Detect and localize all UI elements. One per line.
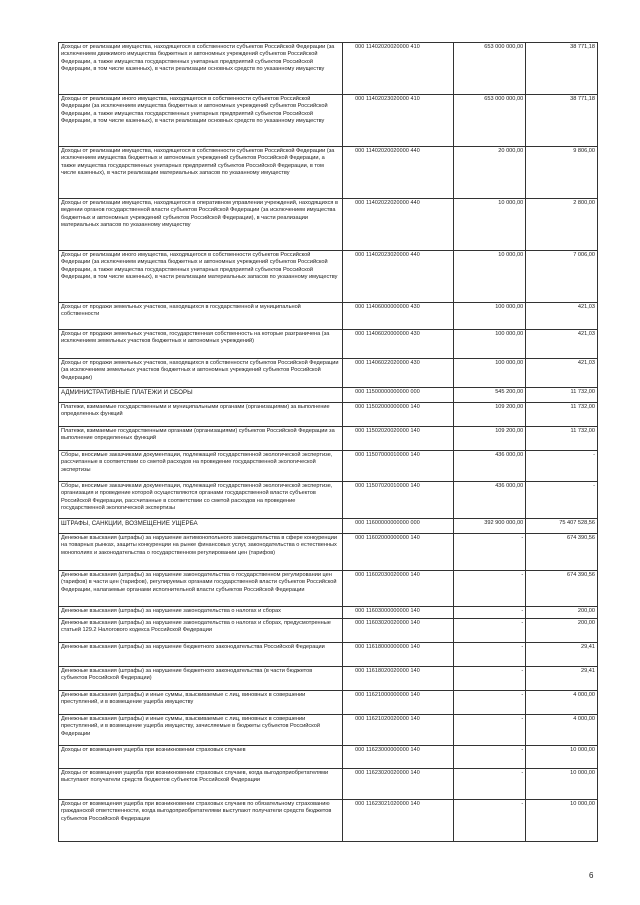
row-code-cell: 000 11623021020000 140 xyxy=(343,800,454,842)
row-plan-cell: - xyxy=(454,667,526,691)
table-row xyxy=(59,715,598,746)
row-fact-cell: 10 000,00 xyxy=(526,800,598,842)
table-row xyxy=(59,95,598,147)
row-plan-cell: 109 200,00 xyxy=(454,403,526,427)
table-row xyxy=(59,619,598,643)
row-name-cell: Денежные взыскания (штрафы) и иные суммы, взыскиваемые с лиц, виновных в совершении преступлений, и в возмещение ущерба имуществу, зачисляемые в бюджеты субъектов Российской Федерации xyxy=(59,715,343,746)
row-name-cell: Доходы от возмещения ущерба при возникновении страховых случаев xyxy=(59,746,343,769)
row-fact-cell: 11 732,00 xyxy=(526,388,598,403)
table-row xyxy=(59,643,598,667)
row-name-cell: Денежные взыскания (штрафы) за нарушение бюджетного законодательства (в части бюджетов субъектов Российской Федерации) xyxy=(59,667,343,691)
row-fact-cell: 10 000,00 xyxy=(526,746,598,769)
row-plan-cell: - xyxy=(454,534,526,571)
table-row xyxy=(59,403,598,427)
row-fact-cell: 29,41 xyxy=(526,667,598,691)
row-code-cell: 000 11600000000000 000 xyxy=(343,519,454,534)
row-name-cell: Платежи, взимаемые государственными и муниципальными органами (организациями) за выполнение определенных функций xyxy=(59,403,343,427)
row-plan-cell: 10 000,00 xyxy=(454,251,526,303)
row-code-cell: 000 11507000010000 140 xyxy=(343,451,454,482)
row-plan-cell: 436 000,00 xyxy=(454,482,526,519)
row-code-cell: 000 11406022020000 430 xyxy=(343,359,454,388)
row-plan-cell: 109 200,00 xyxy=(454,427,526,451)
row-plan-cell: - xyxy=(454,800,526,842)
table-row xyxy=(59,451,598,482)
row-fact-cell: 9 806,00 xyxy=(526,147,598,199)
row-fact-cell: 4 000,00 xyxy=(526,715,598,746)
row-code-cell: 000 11507020010000 140 xyxy=(343,482,454,519)
table-row xyxy=(59,534,598,571)
row-plan-cell: 436 000,00 xyxy=(454,451,526,482)
row-plan-cell: 653 000 000,00 xyxy=(454,43,526,95)
row-fact-cell: 200,00 xyxy=(526,619,598,643)
table-row xyxy=(59,519,598,534)
row-code-cell: 000 11623020020000 140 xyxy=(343,769,454,800)
row-name-cell: Денежные взыскания (штрафы) за нарушение законодательства о государственном регулировании цен (тарифов) в части цен (тарифов), регулируемых органами государственной власти субъектов Российской Федерации, налагаемые органами исполнительной власти субъектов Российской Федерации xyxy=(59,571,343,607)
row-fact-cell: 421,03 xyxy=(526,303,598,330)
revenue-table-body xyxy=(59,43,598,842)
row-code-cell: 000 11502000000000 140 xyxy=(343,403,454,427)
row-fact-cell: 11 732,00 xyxy=(526,427,598,451)
row-fact-cell: 10 000,00 xyxy=(526,769,598,800)
table-row xyxy=(59,147,598,199)
row-name-cell: Доходы от возмещения ущерба при возникновении страховых случаев по обязательному страхованию гражданской ответственности, когда выгодоприобретателями выступают получатели средств бюджетов субъектов Российской Федерации xyxy=(59,800,343,842)
table-row xyxy=(59,330,598,359)
row-code-cell: 000 11603020020000 140 xyxy=(343,619,454,643)
row-plan-cell: 100 000,00 xyxy=(454,359,526,388)
table-row xyxy=(59,607,598,619)
table-row xyxy=(59,43,598,95)
row-name-cell: Доходы от реализации имущества, находящегося в собственности субъектов Российской Федерации (за исключением имущества бюджетных и автономных учреждений субъектов Российской Федерации, а также имущества государственных унитарных предприятий субъектов Российской Федерации, в том числе казенных), в части реализации материальных запасов по указанному имуществу xyxy=(59,147,343,199)
row-fact-cell: - xyxy=(526,451,598,482)
table-row xyxy=(59,800,598,842)
row-fact-cell: 75 407 528,56 xyxy=(526,519,598,534)
row-code-cell: 000 11402020020000 410 xyxy=(343,43,454,95)
row-name-cell: Денежные взыскания (штрафы) за нарушение законодательства о налогах и сборах, предусмотренные статьей 129.2 Налогового кодекса Российской Федерации xyxy=(59,619,343,643)
row-fact-cell: 200,00 xyxy=(526,607,598,619)
row-plan-cell: - xyxy=(454,691,526,715)
row-plan-cell: - xyxy=(454,571,526,607)
table-row xyxy=(59,667,598,691)
row-code-cell: 000 11402023020000 410 xyxy=(343,95,454,147)
row-plan-cell: 545 200,00 xyxy=(454,388,526,403)
row-plan-cell: - xyxy=(454,607,526,619)
row-code-cell: 000 11621000000000 140 xyxy=(343,691,454,715)
row-code-cell: 000 11502020020000 140 xyxy=(343,427,454,451)
table-row xyxy=(59,251,598,303)
row-code-cell: 000 11602030020000 140 xyxy=(343,571,454,607)
row-name-cell: Денежные взыскания (штрафы) за нарушение законодательства о налогах и сборах xyxy=(59,607,343,619)
row-plan-cell: 100 000,00 xyxy=(454,303,526,330)
table-row xyxy=(59,482,598,519)
table-row xyxy=(59,571,598,607)
row-fact-cell: 421,03 xyxy=(526,330,598,359)
row-name-cell: Доходы от возмещения ущерба при возникновении страховых случаев, когда выгодоприобретателями выступают получатели средств бюджетов субъектов Российской Федерации xyxy=(59,769,343,800)
table-row xyxy=(59,691,598,715)
row-code-cell: 000 11603000000000 140 xyxy=(343,607,454,619)
page-number: 6 xyxy=(589,871,594,880)
row-fact-cell: 674 390,56 xyxy=(526,571,598,607)
row-code-cell: 000 11618020020000 140 xyxy=(343,667,454,691)
row-name-cell: Доходы от реализации имущества, находящегося в оперативном управлении учреждений, находящихся в ведении органов государственной власти субъектов Российской Федерации (за исключением имущества бюджетных и автономных учреждений субъектов Российской Федерации), в части реализации материальных запасов по указанному имуществу xyxy=(59,199,343,251)
row-code-cell: 000 11406000000000 430 xyxy=(343,303,454,330)
row-code-cell: 000 11402023020000 440 xyxy=(343,251,454,303)
table-row xyxy=(59,746,598,769)
row-plan-cell: - xyxy=(454,643,526,667)
row-name-cell: Доходы от реализации иного имущества, находящегося в собственности субъектов Российской Федерации (за исключением имущества бюджетных и автономных учреждений субъектов Российской Федерации, а также имущества государственных унитарных предприятий субъектов Российской Федерации, в том числе казенных), в части реализации основных средств по указанному имуществу xyxy=(59,95,343,147)
row-fact-cell: 11 732,00 xyxy=(526,403,598,427)
row-plan-cell: - xyxy=(454,715,526,746)
row-plan-cell: - xyxy=(454,619,526,643)
revenue-table xyxy=(58,42,598,842)
row-fact-cell: 421,03 xyxy=(526,359,598,388)
table-row xyxy=(59,769,598,800)
row-code-cell: 000 11402020020000 440 xyxy=(343,147,454,199)
row-name-cell: Денежные взыскания (штрафы) и иные суммы, взыскиваемые с лиц, виновных в совершении преступлений, и в возмещение ущерба имуществу xyxy=(59,691,343,715)
row-code-cell: 000 11602000000000 140 xyxy=(343,534,454,571)
row-fact-cell: 29,41 xyxy=(526,643,598,667)
row-name-cell: Денежные взыскания (штрафы) за нарушение антимонопольного законодательства в сфере конкуренции на товарных рынках, защиты конкуренции на рынке финансовых услуг, законодательства о естественных монополиях и законодательства о государственном регулировании цен (тарифов) xyxy=(59,534,343,571)
row-plan-cell: 392 900 000,00 xyxy=(454,519,526,534)
row-fact-cell: - xyxy=(526,482,598,519)
row-name-cell: АДМИНИСТРАТИВНЫЕ ПЛАТЕЖИ И СБОРЫ xyxy=(59,388,343,403)
row-plan-cell: 100 000,00 xyxy=(454,330,526,359)
table-row xyxy=(59,359,598,388)
row-plan-cell: - xyxy=(454,769,526,800)
row-code-cell: 000 11500000000000 000 xyxy=(343,388,454,403)
row-plan-cell: - xyxy=(454,746,526,769)
row-code-cell: 000 11406020000000 430 xyxy=(343,330,454,359)
row-name-cell: Доходы от продажи земельных участков, государственная собственность на которые разграничена (за исключением земельных участков бюджетных и автономных учреждений) xyxy=(59,330,343,359)
row-plan-cell: 10 000,00 xyxy=(454,199,526,251)
row-code-cell: 000 11618000000000 140 xyxy=(343,643,454,667)
row-code-cell: 000 11621020020000 140 xyxy=(343,715,454,746)
row-fact-cell: 38 771,18 xyxy=(526,95,598,147)
row-plan-cell: 20 000,00 xyxy=(454,147,526,199)
row-name-cell: Денежные взыскания (штрафы) за нарушение бюджетного законодательства Российской Федерации xyxy=(59,643,343,667)
row-fact-cell: 38 771,18 xyxy=(526,43,598,95)
row-name-cell: Доходы от продажи земельных участков, находящихся в государственной и муниципальной собственности xyxy=(59,303,343,330)
row-plan-cell: 653 000 000,00 xyxy=(454,95,526,147)
table-row xyxy=(59,388,598,403)
row-fact-cell: 4 000,00 xyxy=(526,691,598,715)
table-row xyxy=(59,427,598,451)
row-code-cell: 000 11402022020000 440 xyxy=(343,199,454,251)
row-name-cell: Доходы от реализации иного имущества, находящегося в собственности субъектов Российской Федерации (за исключением имущества бюджетных и автономных учреждений субъектов Российской Федерации, а также имущества государственных унитарных предприятий субъектов Российской Федерации, в том числе казенных), в части реализации материальных запасов по указанному имуществу xyxy=(59,251,343,303)
table-row xyxy=(59,303,598,330)
row-name-cell: ШТРАФЫ, САНКЦИИ, ВОЗМЕЩЕНИЕ УЩЕРБА xyxy=(59,519,343,534)
row-fact-cell: 674 390,56 xyxy=(526,534,598,571)
row-name-cell: Сборы, вносимые заказчиками документации, подлежащей государственной экологической экспертизе, организация и проведение которой осуществляются органами государственной власти субъектов Российской Федерации, рассчитанные в соответствии со сметой расходов на проведение государственной экологической экспертизы xyxy=(59,482,343,519)
row-name-cell: Доходы от продажи земельных участков, находящихся в собственности субъектов Российской Федерации (за исключением земельных участков бюджетных и автономных учреждений субъектов Российской Федерации) xyxy=(59,359,343,388)
row-fact-cell: 2 800,00 xyxy=(526,199,598,251)
row-name-cell: Доходы от реализации имущества, находящегося в собственности субъектов Российской Федерации (за исключением движимого имущества бюджетных и автономных учреждений субъектов Российской Федерации, а также имущества государственных унитарных предприятий субъектов Российской Федерации, в том числе казенных), в части реализации основных средств по указанному имуществу xyxy=(59,43,343,95)
row-name-cell: Сборы, вносимые заказчиками документации, подлежащей государственной экологической экспертизе, рассчитанные в соответствии со сметой расходов на проведение государственной экологической экспертизы xyxy=(59,451,343,482)
table-row xyxy=(59,199,598,251)
row-name-cell: Платежи, взимаемые государственными органами (организациями) субъектов Российской Федерации за выполнение определенных функций xyxy=(59,427,343,451)
row-code-cell: 000 11623000000000 140 xyxy=(343,746,454,769)
row-fact-cell: 7 006,00 xyxy=(526,251,598,303)
